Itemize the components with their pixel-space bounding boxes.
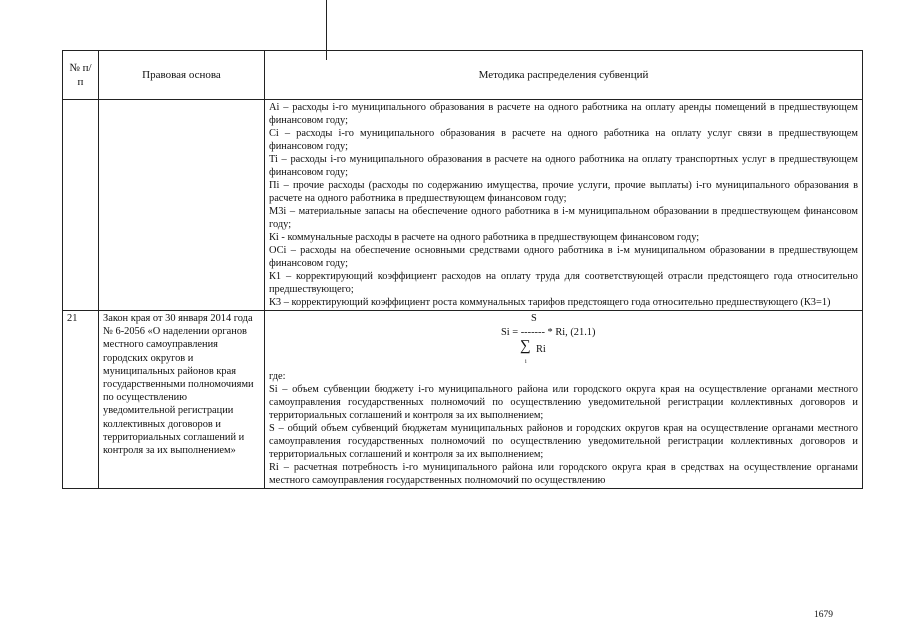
- formula-numerator: S: [531, 313, 537, 324]
- table-row-continuation: [63, 100, 863, 311]
- cell-legal-empty: [99, 100, 265, 311]
- definition-line: Кi - коммунальные расходы в расчете на одного работника в предшествующем финансовом году;: [269, 232, 700, 243]
- definition-line: Si – объем субвенции бюджету i-го муниципального района или городского округа края на осуществление органами местного самоуправления государственных полномочий по осуществлению уведомительной регистрации коллективных договоров и территориальных соглашений и контроля за их выполнением;: [269, 384, 858, 421]
- where-label: где:: [269, 371, 286, 382]
- page-number: 1679: [814, 610, 833, 620]
- definition-line: Пi – прочие расходы (расходы по содержанию имущества, прочие услуги, прочие выплаты) i-го муниципального образования в расчете на одного работника в предшествующем финансовом году;: [269, 180, 858, 204]
- cell-number-empty: [63, 100, 99, 311]
- table-row-21: [63, 311, 863, 489]
- sigma-icon: ∑: [520, 338, 531, 354]
- cell-methodology-continuation: [265, 100, 863, 311]
- legal-basis-text: Закон края от 30 января 2014 года № 6-2056 «О наделении органов местного самоуправления городских округов и муниципальных районов края государственными полномочиями по осуществлению уведомительной регистрации коллективных договоров и территориальных соглашений и контроля за их выполнением»: [99, 311, 265, 489]
- formula-sigma-index: i: [525, 359, 527, 365]
- header-legal-basis: Правовая основа: [99, 51, 265, 100]
- definition-line: Ci – расходы i-го муниципального образования в расчете на одного работника на оплату услуг связи в предшествующем финансовом году;: [269, 128, 858, 152]
- subsidy-table: [62, 50, 863, 489]
- definition-line: Ai – расходы i-го муниципального образования в расчете на одного работника на оплату аренды помещений в предшествующем финансовом году;: [269, 102, 858, 126]
- definition-line: ОСi – расходы на обеспечение основными средствами одного работника в i-м муниципальном образовании в предшествующем финансовом году;: [269, 245, 858, 269]
- row-number: 21: [63, 311, 99, 489]
- definition-line: Ti – расходы i-го муниципального образования в расчете на одного работника на оплату транспортных услуг в предшествующем финансовом году;: [269, 154, 858, 178]
- table-header-row: [63, 51, 863, 100]
- formula-denominator: Ri: [536, 344, 546, 355]
- definition-line: M3i – материальные запасы на обеспечение одного работника в i-м муниципальном образовании в предшествующем финансовом году;: [269, 206, 858, 230]
- formula-21-1: [269, 312, 858, 370]
- definition-line: К1 – корректирующий коэффициент расходов на оплату труда для соответствующей отрасли предстоящего года относительно предшествующего;: [269, 271, 858, 295]
- header-number: № п/п: [63, 51, 99, 100]
- header-methodology: Методика распределения субвенций: [265, 51, 863, 100]
- definition-line: Ri – расчетная потребность i-го муниципального района или городского округа края в средствах на осуществление органами местного самоуправления государственных полномочий по осуществлению: [269, 462, 858, 486]
- formula-main: Si = ------- * Ri, (21.1): [501, 327, 596, 338]
- definition-line: К3 – корректирующий коэффициент роста коммунальных тарифов предстоящего года относительно предшествующего (К3=1): [269, 297, 831, 308]
- definition-line: S – общий объем субвенций бюджетам муниципальных районов и городских округов края на осуществление органами местного самоуправления государственных полномочий по осуществлению уведомительной регистрации коллективных договоров и территориальных соглашений и контроля за их выполнением;: [269, 423, 858, 460]
- cell-methodology-21: [265, 311, 863, 489]
